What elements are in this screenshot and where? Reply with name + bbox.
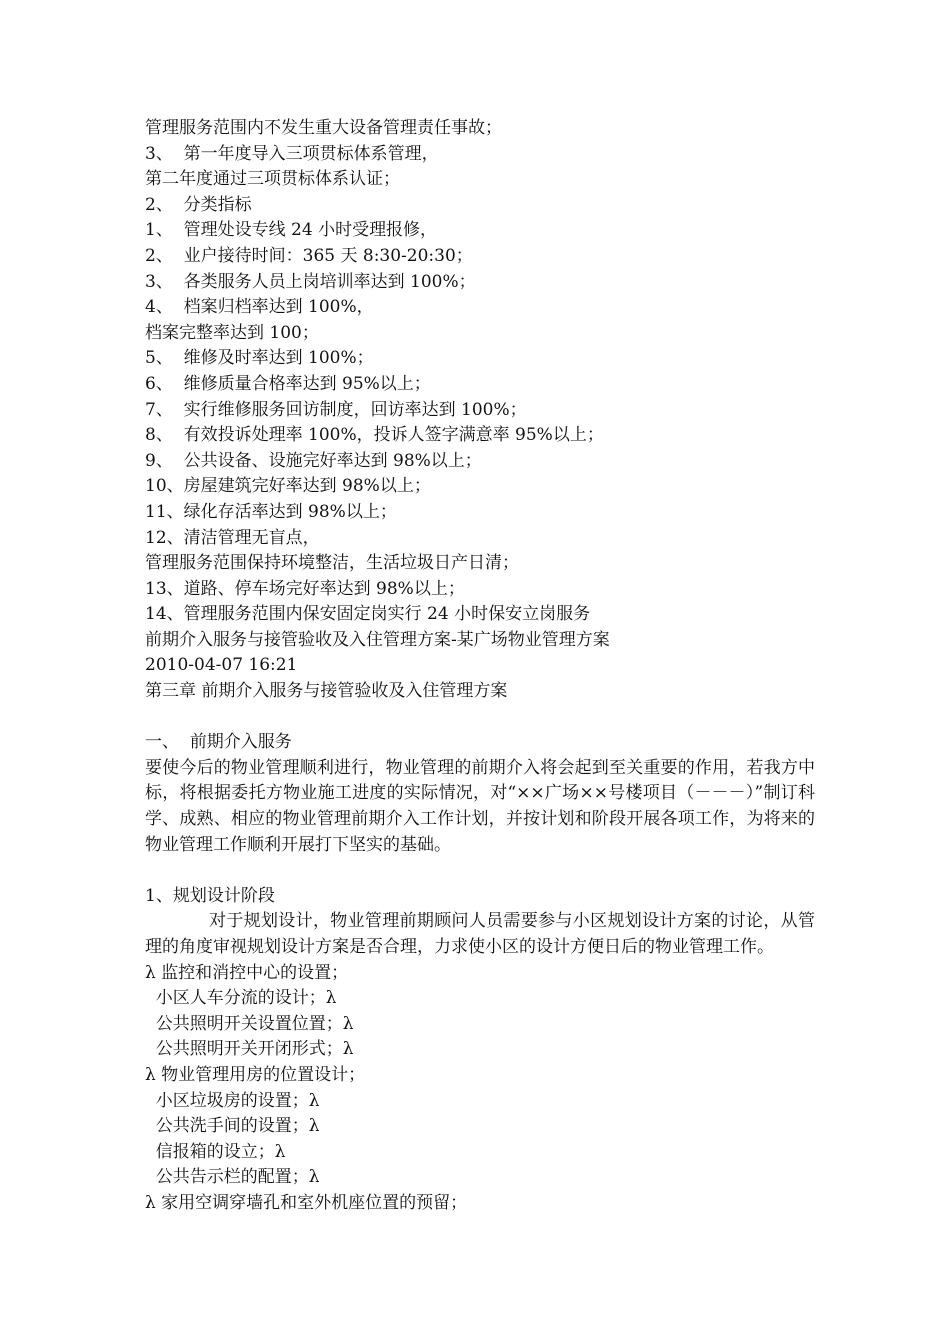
- list-item: λ 家用空调穿墙孔和室外机座位置的预留；: [145, 1192, 468, 1213]
- article-timestamp: 2010-04-07 16:21: [145, 655, 298, 676]
- text-line: 3、 第一年度导入三项贯标体系管理，: [145, 143, 439, 164]
- text-line: 11、绿化存活率达到 98%以上；: [145, 501, 397, 522]
- text-line: 2、 分类指标: [145, 194, 252, 215]
- blank-line: [145, 858, 815, 884]
- text-line: 2、 业户接待时间：365 天 8:30-20:30；: [145, 245, 473, 266]
- text-line: 3、 各类服务人员上岗培训率达到 100%；: [145, 271, 476, 292]
- text-line: 12、清洁管理无盲点，: [145, 527, 320, 548]
- section-paragraph: 要使今后的物业管理顺利进行，物业管理的前期介入将会起到至关重要的作用，若我方中标，将根据委托方物业施工进度的实际情况，对“××广场××号楼项目（－－－）”制订科学、成熟、相应的物业管理前期介入工作计划，并按计划和阶段开展各项工作，为将来的物业管理工作顺利开展打下坚实的基础。: [145, 757, 815, 855]
- section-heading: 一、 前期介入服务: [145, 732, 292, 753]
- subsection-heading: 1、规划设计阶段: [145, 885, 275, 906]
- list-item: 公共告示栏的配置；λ: [145, 1167, 320, 1188]
- text-line: 9、 公共设备、设施完好率达到 98%以上；: [145, 450, 482, 471]
- list-item: 公共照明开关开闭形式；λ: [145, 1039, 354, 1060]
- chapter-heading: 第三章 前期介入服务与接管验收及入住管理方案: [145, 681, 508, 702]
- text-line: 13、道路、停车场完好率达到 98%以上；: [145, 578, 465, 599]
- list-item: λ 监控和消控中心的设置；: [145, 962, 349, 983]
- list-item: λ 物业管理用房的位置设计；: [145, 1064, 366, 1085]
- list-item: 小区人车分流的设计；λ: [145, 988, 337, 1009]
- document-body: [145, 116, 815, 1217]
- text-line: 7、 实行维修服务回访制度，回访率达到 100%；: [145, 399, 527, 420]
- text-line: 管理服务范围内不发生重大设备管理责任事故；: [145, 118, 502, 138]
- list-item: 公共洗手间的设置；λ: [145, 1116, 320, 1137]
- list-item: 小区垃圾房的设置；λ: [145, 1090, 320, 1111]
- text-line: 10、房屋建筑完好率达到 98%以上；: [145, 476, 431, 497]
- text-line: 5、 维修及时率达到 100%；: [145, 348, 374, 369]
- blank-line: [145, 705, 815, 731]
- text-line: 第二年度通过三项贯标体系认证；: [145, 169, 400, 190]
- text-line: 4、 档案归档率达到 100%，: [145, 297, 374, 318]
- article-title: 前期介入服务与接管验收及入住管理方案-某广场物业管理方案: [145, 629, 610, 650]
- list-item: 信报箱的设立；λ: [145, 1141, 286, 1162]
- list-item: 公共照明开关设置位置；λ: [145, 1013, 354, 1034]
- text-line: 8、 有效投诉处理率 100%，投诉人签字满意率 95%以上；: [145, 425, 604, 446]
- text-line: 6、 维修质量合格率达到 95%以上；: [145, 373, 431, 394]
- text-line: 档案完整率达到 100；: [145, 322, 319, 343]
- text-line: 管理服务范围保持环境整洁，生活垃圾日产日清；: [145, 553, 519, 574]
- text-line: 1、 管理处设专线 24 小时受理报修，: [145, 220, 438, 241]
- text-line: 14、管理服务范围内保安固定岗实行 24 小时保安立岗服务: [145, 604, 591, 625]
- subsection-paragraph: 对于规划设计，物业管理前期顾问人员需要参与小区规划设计方案的讨论，从管理的角度审视规划设计方案是否合理，力求使小区的设计方便日后的物业管理工作。: [145, 911, 815, 957]
